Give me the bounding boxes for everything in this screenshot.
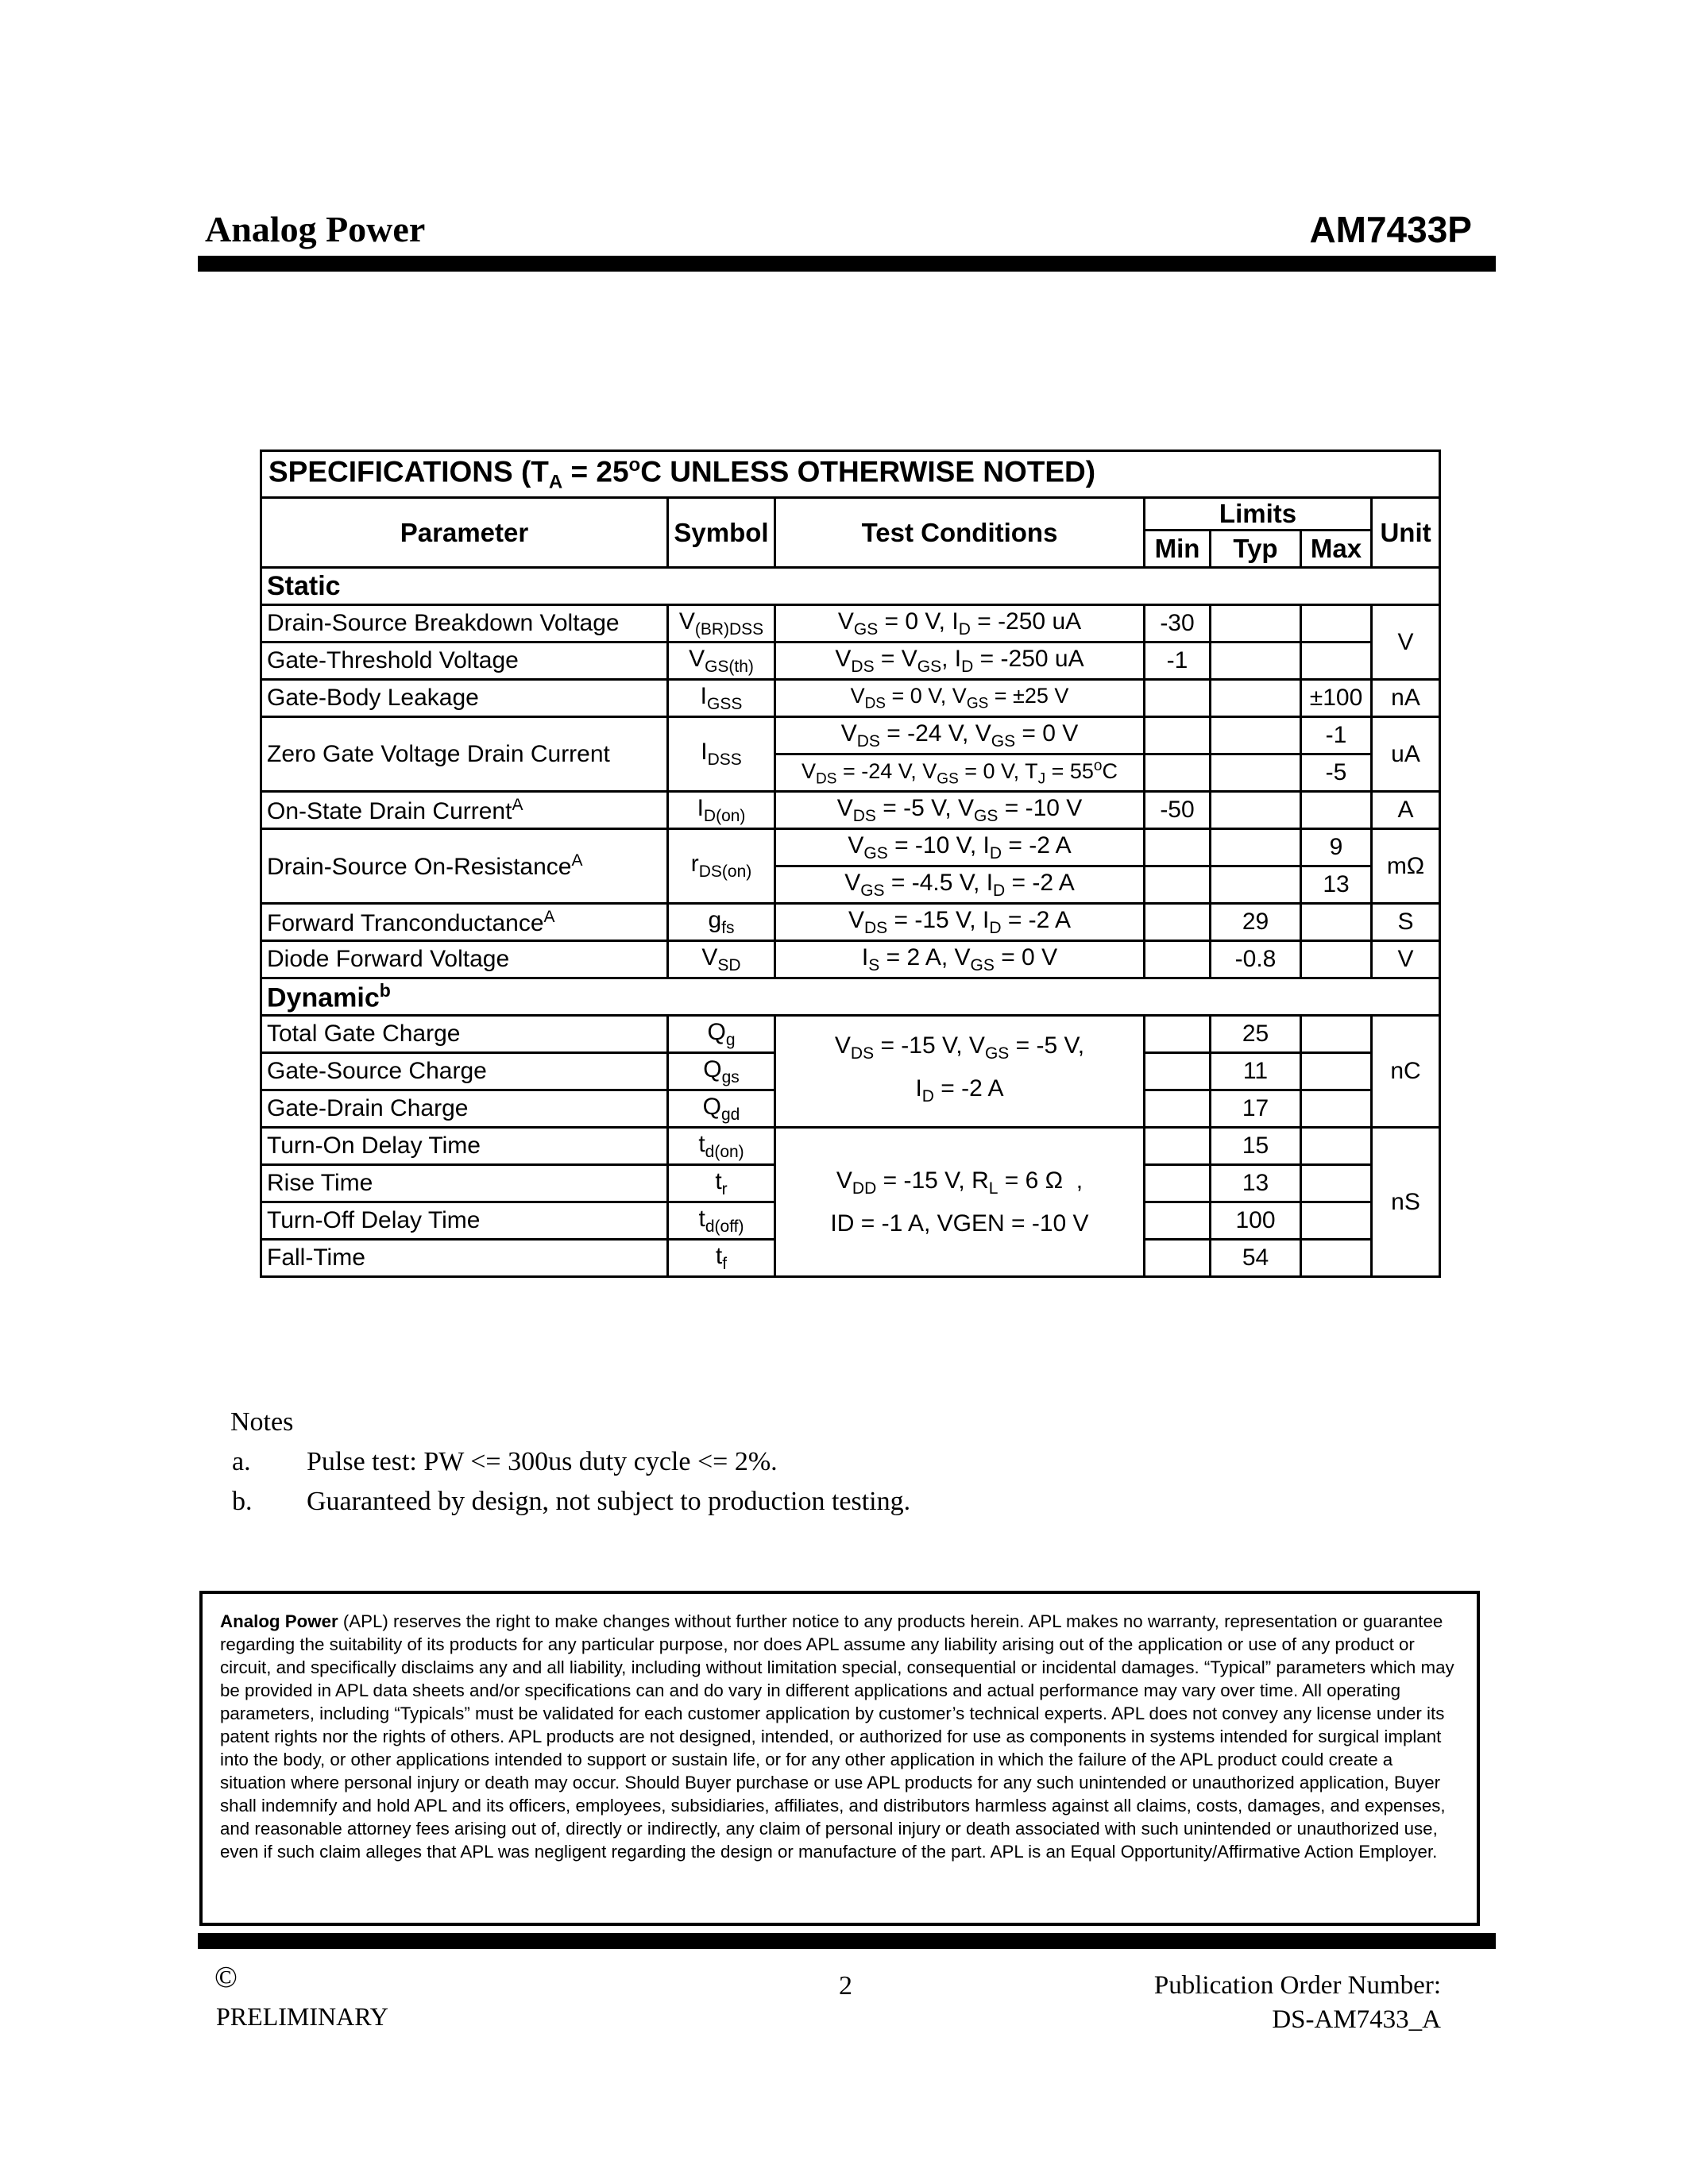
param-name: Zero Gate Voltage Drain Current	[261, 717, 668, 792]
unit-value: uA	[1372, 717, 1440, 792]
min-value: -50	[1145, 792, 1211, 829]
param-name: Diode Forward Voltage	[261, 941, 668, 978]
col-header-limits: Limits	[1145, 498, 1372, 531]
symbol: $V_{SD}$	[668, 941, 775, 978]
brand-name: Analog Power	[205, 209, 426, 249]
param-name: Drain-Source Breakdown Voltage	[261, 605, 668, 642]
table-row	[261, 829, 1440, 866]
typ-value: 29	[1211, 904, 1301, 941]
test-condition: $V_{GS} = -4.5$ V, $I_D = -2$ A	[775, 866, 1145, 904]
disclaimer-box	[199, 1591, 1480, 1926]
table-row	[261, 941, 1440, 978]
table-row	[261, 717, 1440, 754]
min-value: -1	[1145, 642, 1211, 680]
note-text: Guaranteed by design, not subject to production testing.	[307, 1487, 911, 1516]
table-row	[261, 1016, 1440, 1053]
preliminary-label: PRELIMINARY	[216, 2002, 388, 2031]
col-header-max: Max	[1301, 531, 1372, 568]
test-condition: $V_{DS} = -5$ V, $V_{GS} = -10$ V	[775, 792, 1145, 829]
symbol: $g_{fs}$	[668, 904, 775, 941]
footer-rule	[198, 1933, 1496, 1949]
unit-value: V	[1372, 605, 1440, 680]
max-value: -1	[1301, 717, 1372, 754]
test-condition: $V_{DS} = -15$ V, $I_D = -2$ A	[775, 904, 1145, 941]
disclaimer-brand: Analog Power	[220, 1611, 338, 1631]
col-header-min: Min	[1145, 531, 1211, 568]
note-text: Pulse test: PW <= 300us duty cycle <= 2%.	[307, 1447, 778, 1476]
test-condition: $V_{DS} = V_{GS}$, $I_D = -250$ uA	[775, 642, 1145, 680]
publication-order-label: Publication Order Number:	[1153, 1971, 1441, 2000]
symbol: $Q_{gd}$	[668, 1090, 775, 1128]
part-number: AM7433P	[1309, 209, 1472, 250]
param-name: Gate-Threshold Voltage	[261, 642, 668, 680]
symbol: $Q_g$	[668, 1016, 775, 1053]
symbol: $r_{DS(on)}$	[668, 829, 775, 904]
max-value: 9	[1301, 829, 1372, 866]
symbol: $V_{(BR)DSS}$	[668, 605, 775, 642]
test-condition: $V_{GS} = -10$ V, $I_D = -2$ A	[775, 829, 1145, 866]
max-value: 13	[1301, 866, 1372, 904]
symbol: $t_r$	[668, 1165, 775, 1202]
table-row	[261, 642, 1440, 680]
copyright-icon: ©	[214, 1961, 238, 1994]
table-row	[261, 605, 1440, 642]
max-value: ±100	[1301, 680, 1372, 717]
param-name: Gate-Body Leakage	[261, 680, 668, 717]
section-dynamic: Dynamic$^b$	[261, 978, 1440, 1016]
typ-value: 100	[1211, 1202, 1301, 1240]
param-name: Fall-Time	[261, 1240, 668, 1277]
typ-value: 15	[1211, 1128, 1301, 1165]
unit-value: nC	[1372, 1016, 1440, 1128]
table-title: SPECIFICATIONS ($T_A = 25^oC$ UNLESS OTHERWISE NOTED)	[261, 451, 1440, 498]
publication-order-number: DS-AM7433_A	[1272, 2005, 1441, 2034]
symbol: $I_{DSS}$	[668, 717, 775, 792]
unit-value: nA	[1372, 680, 1440, 717]
table-row	[261, 1128, 1440, 1165]
test-condition: $V_{DS} = -24$ V, $V_{GS} = 0$ V	[775, 717, 1145, 754]
unit-value: mΩ	[1372, 829, 1440, 904]
table-row	[261, 680, 1440, 717]
test-condition: $V_{DS} = 0$ V, $V_{GS} = \pm 25$ V	[775, 680, 1145, 717]
unit-value: nS	[1372, 1128, 1440, 1277]
param-name: Turn-On Delay Time	[261, 1128, 668, 1165]
test-condition: $I_S = 2$ A, $V_{GS} = 0$ V	[775, 941, 1145, 978]
typ-value: 54	[1211, 1240, 1301, 1277]
test-condition: $V_{DS} = -24$ V, $V_{GS} = 0$ V, $T_J = 55^oC$	[775, 754, 1145, 792]
test-condition: $V_{DS} = -15$ V, $V_{GS} = -5$ V, $I_D = -2$ A	[775, 1016, 1145, 1128]
symbol: $V_{GS(th)}$	[668, 642, 775, 680]
table-row	[261, 792, 1440, 829]
typ-value: 13	[1211, 1165, 1301, 1202]
param-name: Gate-Drain Charge	[261, 1090, 668, 1128]
unit-value: S	[1372, 904, 1440, 941]
symbol: $t_{d(off)}$	[668, 1202, 775, 1240]
symbol: $I_{D(on)}$	[668, 792, 775, 829]
col-header-typ: Typ	[1211, 531, 1301, 568]
param-name: Rise Time	[261, 1165, 668, 1202]
specifications-table	[260, 450, 1441, 1278]
typ-value: 25	[1211, 1016, 1301, 1053]
min-value: -30	[1145, 605, 1211, 642]
notes-title: Notes	[230, 1407, 294, 1437]
typ-value: 11	[1211, 1053, 1301, 1090]
col-header-parameter: Parameter	[261, 498, 668, 568]
table-row	[261, 904, 1440, 941]
symbol: $I_{GSS}$	[668, 680, 775, 717]
param-name: Drain-Source On-Resistance$^A$	[261, 829, 668, 904]
col-header-unit: Unit	[1372, 498, 1440, 568]
max-value: -5	[1301, 754, 1372, 792]
note-marker: b.	[232, 1487, 253, 1516]
section-static: Static	[261, 568, 1440, 605]
disclaimer-body: (APL) reserves the right to make changes without further notice to any products herein. APL makes no warranty, representation or guarantee regarding the suitability of its products for any particular purpose, nor does APL assume any liability arising out of the application or use of any product or circuit, and specifically disclaims any and all liability, including without limitation special, consequential or incidental damages. “Typical” parameters which may be provided in APL data sheets and/or specifications can and do vary in different applications and actual performance may vary over time. All operating parameters, including “Typicals” must be validated for each customer application by customer’s technical experts. APL does not convey any license under its patent rights nor the rights of others. APL products are not designed, intended, or authorized for use as components in systems intended for surgical implant into the body, or other applications intended to support or sustain life, or for any other application in which the failure of the APL product could create a situation where personal injury or death may occur. Should Buyer purchase or use APL products for any such unintended or unauthorized application, Buyer shall indemnify and hold APL and its officers, employees, subsidiaries, affiliates, and distributors harmless against all claims, costs, damages, and expenses, and reasonable attorney fees arising out of, directly or indirectly, any claim of personal injury or death associated with such unintended or unauthorized use, even if such claim alleges that APL was negligent regarding the design or manufacture of the part. APL is an Equal Opportunity/Affirmative Action Employer.	[220, 1611, 1454, 1862]
col-header-symbol: Symbol	[668, 498, 775, 568]
note-marker: a.	[232, 1447, 251, 1476]
param-name: On-State Drain Current$^A$	[261, 792, 668, 829]
test-condition: $V_{DD} = -15$ V, $R_L = 6$ Ω , ID = -1 A, VGEN = -10 V	[775, 1128, 1145, 1277]
unit-value: A	[1372, 792, 1440, 829]
param-name: Gate-Source Charge	[261, 1053, 668, 1090]
header-rule	[198, 256, 1496, 272]
col-header-test-conditions: Test Conditions	[775, 498, 1145, 568]
symbol: $t_{d(on)}$	[668, 1128, 775, 1165]
symbol: $Q_{gs}$	[668, 1053, 775, 1090]
unit-value: V	[1372, 941, 1440, 978]
typ-value: 17	[1211, 1090, 1301, 1128]
param-name: Forward Tranconductance$^A$	[261, 904, 668, 941]
test-condition: $V_{GS} = 0$ V, $I_D = -250$ uA	[775, 605, 1145, 642]
page-number: 2	[839, 1971, 852, 2001]
symbol: $t_f$	[668, 1240, 775, 1277]
disclaimer-text	[220, 1610, 1459, 1863]
param-name: Total Gate Charge	[261, 1016, 668, 1053]
typ-value: -0.8	[1211, 941, 1301, 978]
param-name: Turn-Off Delay Time	[261, 1202, 668, 1240]
